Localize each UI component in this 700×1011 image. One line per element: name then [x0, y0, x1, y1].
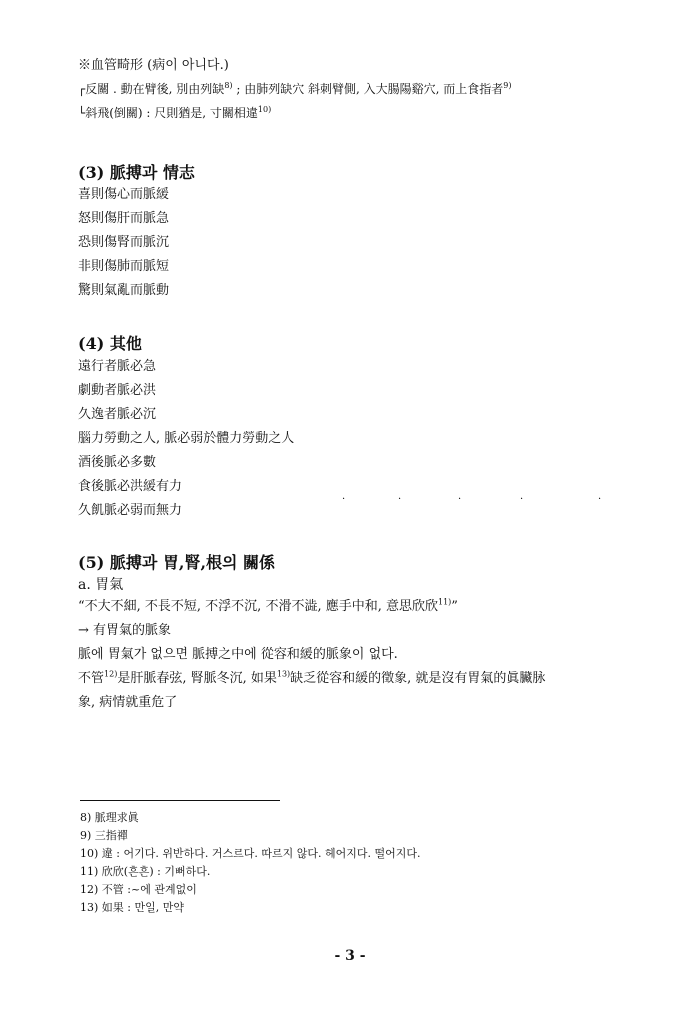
sec4-line: 食後脈必洪緩有力 — [78, 479, 183, 494]
body-line: 脈에 胃氣가 없으면 脈搏之中에 從容和緩的脈象이 없다. — [78, 647, 398, 662]
footnote: 13) 如果 : 만일, 만약 — [80, 901, 184, 914]
sec4-line: 腦力勞動之人, 脈必弱於體力勞動之人 — [78, 431, 295, 446]
sec4-line: 遠行者脈必急 — [78, 359, 157, 374]
arrow-line: → 有胃氣的脈象 — [78, 623, 172, 638]
bracket-line-1-rest: ; 由肺列缺穴 斜刺臂側, 入大腸陽谿穴, 而上食指者 — [232, 82, 504, 96]
sec3-line: 喜則傷心而脈緩 — [78, 187, 170, 202]
scan-speck: · — [458, 494, 462, 505]
footnote-ref: 13) — [276, 669, 291, 679]
sec3-line: 怒則傷肝而脈急 — [78, 211, 170, 226]
footnote-ref: 12) — [104, 669, 118, 679]
bracket-line-1 — [78, 80, 512, 98]
page-number: - 3 - — [334, 948, 366, 964]
section-5-subtitle: a. 胃氣 — [78, 577, 124, 593]
sec3-line: 非則傷肺而脈短 — [78, 259, 170, 274]
body-text: 是肝脈春弦, 腎脈冬沉, 如果 — [117, 671, 277, 686]
footnote: 12) 不管 :~에 관계없이 — [80, 883, 197, 896]
scan-speck: · — [342, 494, 346, 505]
bracket-line-2-text: └斜飛(倒關) : 尺則猶是, 寸關相違 — [78, 106, 258, 120]
sec4-line: 久逸者脈必沉 — [78, 407, 157, 422]
quote-text: “不大不細, 不長不短, 不浮不沉, 不滑不澁, 應手中和, 意思欣欣 — [78, 599, 438, 614]
footnote-ref: 8) — [224, 81, 233, 90]
section-3-title: (3) 脈搏과 情志 — [78, 163, 195, 182]
section-5-title: (5) 脈搏과 胃,腎,根의 關係 — [78, 553, 276, 572]
sec4-line: 久飢脈必弱而無力 — [78, 503, 183, 518]
note-line: ※血管畸形 (病이 아니다.) — [78, 58, 229, 73]
bracket-line-2 — [78, 104, 271, 122]
sec3-line: 恐則傷腎而脈沉 — [78, 235, 170, 250]
sec4-line: 酒後脈必多數 — [78, 455, 157, 470]
footnote: 11) 欣欣(흔흔) : 기뻐하다. — [80, 865, 211, 878]
footnote: 8) 脈理求眞 — [80, 811, 139, 824]
body-line: 象, 病情就重危了 — [78, 695, 178, 710]
bracket-line-1-text: ┌反關 . 動在臂後, 別由列缺 — [78, 82, 225, 96]
quote-line — [78, 598, 458, 616]
footnote-ref: 11) — [437, 597, 452, 607]
scan-speck: · — [520, 494, 524, 505]
body-text: 缺乏從容和緩的徵象, 就是沒有胃氣的眞臟脉 — [290, 671, 546, 686]
footnote-divider — [80, 800, 280, 801]
footnote: 9) 三指禪 — [80, 829, 128, 842]
footnote: 10) 違 : 어기다. 위반하다. 거스르다. 따르지 않다. 헤어지다. 떨어지다. — [80, 847, 421, 860]
footnote-ref: 10) — [257, 105, 272, 114]
section-4-title: (4) 其他 — [78, 334, 142, 353]
body-text: 不管 — [78, 671, 105, 686]
scan-speck: · — [398, 494, 402, 505]
body-line — [78, 670, 545, 688]
sec4-line: 劇動者脈必洪 — [78, 383, 157, 398]
quote-close: ” — [451, 599, 458, 614]
sec3-line: 驚則氣亂而脈動 — [78, 283, 170, 298]
scan-speck: · — [598, 494, 602, 505]
footnote-ref: 9) — [503, 81, 512, 90]
